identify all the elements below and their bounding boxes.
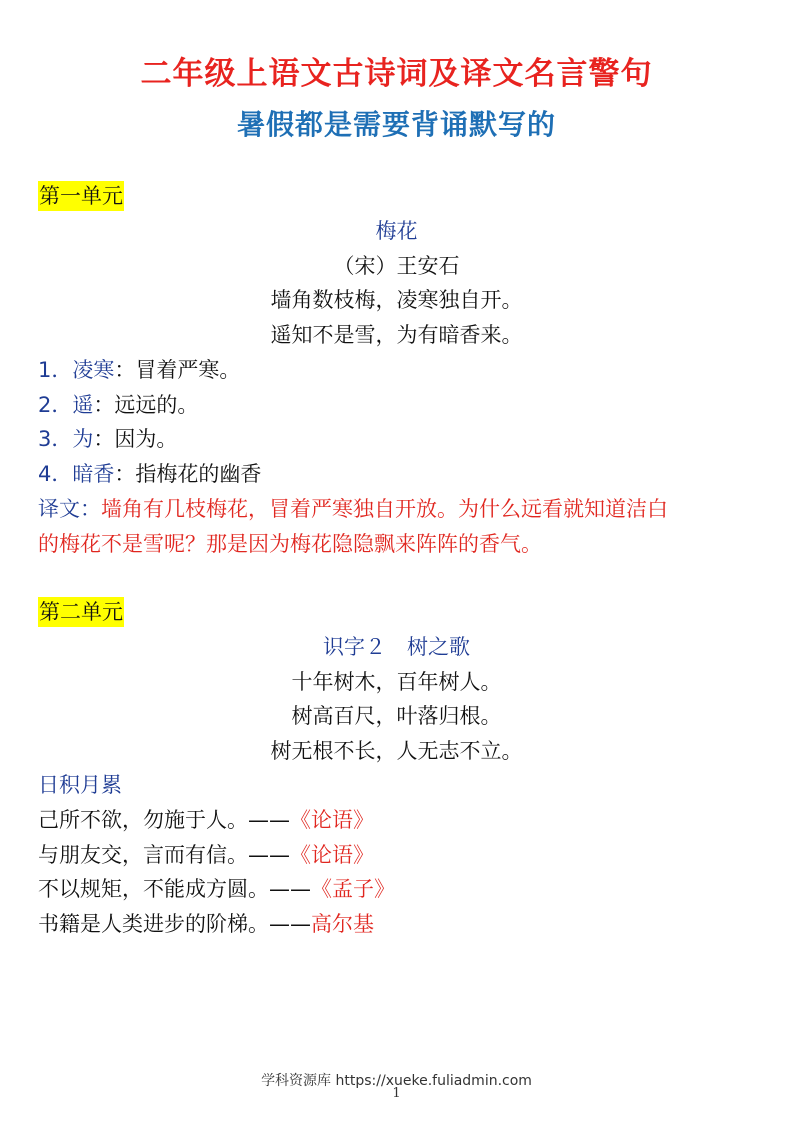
gloss-term: 为 [72, 427, 94, 451]
gloss-number: 4． [38, 462, 73, 486]
translation-line-2: 的梅花不是雪呢？那是因为梅花隐隐飘来阵阵的香气。 [38, 532, 542, 556]
page-subtitle: 暑假都是需要背诵默写的 [236, 108, 556, 141]
unit-1-label: 第一单元 [38, 181, 124, 211]
poem-line-2: 遥知不是雪，为有暗香来。 [270, 323, 523, 347]
gloss-item-3 [38, 424, 177, 454]
poem-title-meihua: 梅花 [375, 219, 418, 243]
page-number: 1 [392, 1086, 401, 1101]
quote-text: 与朋友交，言而有信。—— [38, 843, 290, 867]
poem-line-1: 墙角数枝梅，凌寒独自开。 [270, 288, 523, 312]
gloss-number: 2． [38, 393, 73, 417]
song-line-3: 树无根不长，人无志不立。 [270, 739, 523, 763]
quote-source: 高尔基 [311, 912, 374, 936]
section-label-riji: 日积月累 [38, 773, 122, 797]
page-title: 二年级上语文古诗词及译文名言警句 [140, 56, 653, 92]
gloss-separator: ： [114, 358, 136, 382]
gloss-definition: 冒着严寒。 [135, 358, 241, 382]
gloss-term: 遥 [72, 393, 94, 417]
quote-text: 己所不欲，勿施于人。—— [38, 808, 290, 832]
quote-2 [38, 840, 374, 870]
gloss-definition: 指梅花的幽香 [135, 462, 262, 486]
quote-1 [38, 805, 374, 835]
footer-watermark: 学科资源库 https://xueke.fuliadmin.com [261, 1073, 532, 1089]
song-line-2: 树高百尺，叶落归根。 [291, 704, 502, 728]
translation-label: 译文： [38, 497, 101, 521]
gloss-item-1 [38, 355, 240, 385]
translation-line-1 [38, 494, 668, 524]
gloss-separator: ： [93, 427, 115, 451]
quote-4 [38, 909, 374, 939]
gloss-separator: ： [114, 462, 136, 486]
gloss-number: 3． [38, 427, 73, 451]
gloss-item-2 [38, 390, 198, 420]
unit-2-label: 第二单元 [38, 597, 124, 627]
poem-title-shuzhige: 识字２ 树之歌 [323, 635, 470, 659]
gloss-item-4 [38, 459, 261, 489]
gloss-separator: ： [93, 393, 115, 417]
quote-source: 《论语》 [290, 843, 374, 867]
quote-text: 书籍是人类进步的阶梯。—— [38, 912, 311, 936]
quote-source: 《孟子》 [311, 877, 395, 901]
song-line-1: 十年树木，百年树人。 [291, 670, 502, 694]
translation-text-1: 墙角有几枝梅花，冒着严寒独自开放。为什么远看就知道洁白 [101, 497, 668, 521]
gloss-number: 1． [38, 358, 73, 382]
quote-3 [38, 874, 395, 904]
quote-text: 不以规矩，不能成方圆。—— [38, 877, 311, 901]
gloss-definition: 因为。 [114, 427, 178, 451]
poem-author: （宋）王安石 [333, 254, 460, 278]
gloss-term: 暗香 [72, 462, 115, 486]
gloss-definition: 远远的。 [114, 393, 199, 417]
gloss-term: 凌寒 [72, 358, 115, 382]
quote-source: 《论语》 [290, 808, 374, 832]
